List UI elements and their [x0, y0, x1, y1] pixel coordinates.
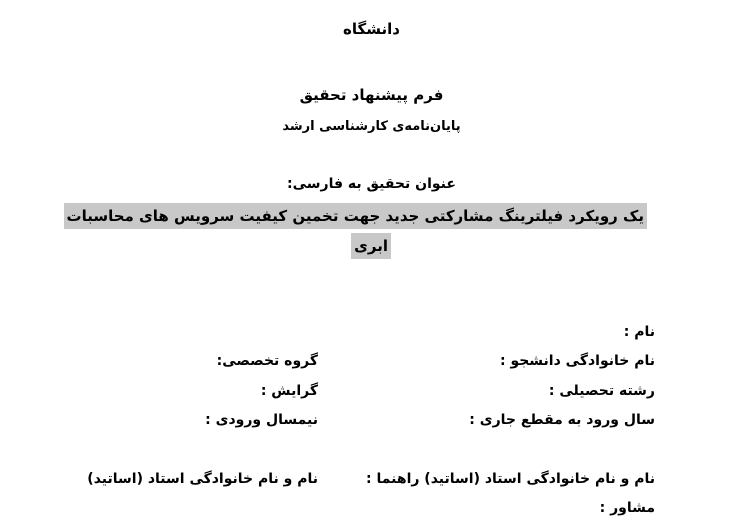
entry-year-field: سال ورود به مقطع جاری :: [469, 412, 655, 428]
advisor-name-field: نام و نام خانوادگی استاد (اساتید): [87, 471, 318, 487]
research-title-block: [66, 203, 647, 259]
research-title-line-2: ابری: [351, 233, 391, 259]
orientation-field: گرایش :: [260, 383, 318, 399]
form-title: فرم پیشنهاد تحقیق: [299, 86, 444, 104]
university-name: دانشگاه: [343, 20, 400, 38]
persian-title-label: عنوان تحقیق به فارسی:: [287, 176, 456, 192]
student-family-name-field: نام خانوادگی دانشجو :: [499, 353, 655, 369]
field-of-study-field: رشته تحصیلی :: [548, 383, 655, 399]
form-subtitle: پایان‌نامه‌ی کارشناسی ارشد: [282, 119, 461, 134]
advisor-label: مشاور :: [599, 500, 655, 516]
supervisor-field: نام و نام خانوادگی استاد (اساتید) راهنما :: [366, 471, 655, 487]
specialty-group-field: گروه تخصصی:: [216, 353, 318, 369]
student-name-field: نام :: [623, 324, 655, 340]
entry-semester-field: نیمسال ورودی :: [205, 412, 318, 428]
research-title-line-1: یک رویکرد فیلترینگ مشارکتی جدید جهت تخمین کیفیت سرویس های محاسبات: [64, 203, 648, 229]
